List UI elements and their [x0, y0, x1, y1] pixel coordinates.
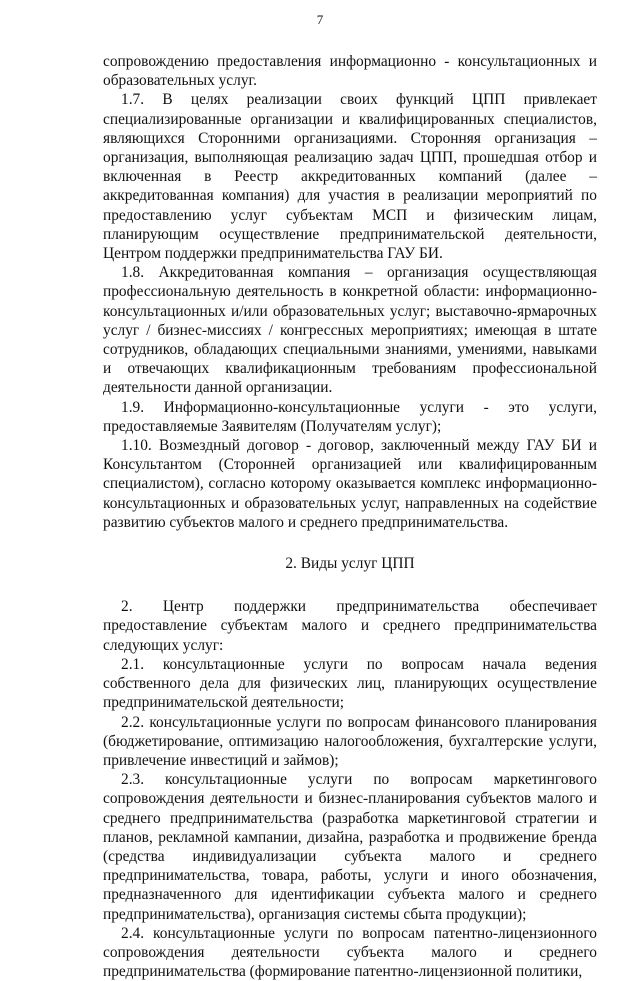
page-number: 7	[316, 12, 324, 27]
paragraph-1-9: 1.9. Информационно-консультационные услуги - это услуги, предоставляемые Заявителям (Получателям услуг);	[103, 398, 597, 435]
paragraph-1-7: 1.7. В целях реализации своих функций ЦПП привлекает специализированные организации и квалифицированных специалистов, являющихся Сторонними организациями. Сторонняя организация – организация, выполняющая реализацию задач ЦПП, прошедшая отбор и включенная в Реестр аккредитованных компаний (далее – аккредитованная компания) для участия в реализации мероприятий по предоставлению услуг субъектам МСП и физическим лицам, планирующим осуществление предпринимательской деятельности, Центром поддержки предпринимательства ГАУ БИ.	[103, 91, 597, 263]
paragraph-2: 2. Центр поддержки предпринимательства обеспечивает предоставление субъектам малого и среднего предпринимательства следующих услуг:	[103, 598, 597, 654]
paragraph-1-10: 1.10. Возмездный договор - договор, заключенный между ГАУ БИ и Консультантом (Сторонней организацией или квалифицированным специалистом), согласно которому оказывается комплекс информационно-консультационных и образовательных услуг, направленных на содействие развитию субъектов малого и среднего предпринимательства.	[103, 437, 597, 531]
document-body	[103, 52, 597, 981]
paragraph-continuation: сопровождению предоставления информационно - консультационных и образовательных услуг.	[103, 53, 597, 90]
paragraph-2-1: 2.1. консультационные услуги по вопросам начала ведения собственного дела для физических лиц, планирующих осуществление предпринимательской деятельности;	[103, 655, 597, 712]
paragraph-2-2: 2.2. консультационные услуги по вопросам финансового планирования (бюджетирование, оптимизацию налогообложения, бухгалтерские услуги, привлечение инвестиций и займов);	[103, 713, 597, 769]
paragraph-2-4: 2.4. консультационные услуги по вопросам патентно-лицензионного сопровождения деятельности субъекта малого и среднего предпринимательства (формирование патентно-лицензионной политики,	[103, 924, 597, 981]
paragraph-2-3: 2.3. консультационные услуги по вопросам маркетингового сопровождения деятельности и бизнес-планирования субъектов малого и среднего предпринимательства (разработка маркетинговой стратегии и планов, рекламной кампании, дизайна, разработка и продвижение бренда (средства индивидуализации субъекта малого и среднего предпринимательства, товара, работы, услуги и иного обозначения, предназначенного для идентификации субъекта малого и среднего предпринимательства), организация системы сбыта продукции);	[103, 771, 597, 923]
section-title: 2. Виды услуг ЦПП	[285, 555, 415, 573]
paragraph-1-8: 1.8. Аккредитованная компания – организация осуществляющая профессиональную деятельность в конкретной области: информационно-консультационных и/или образовательных услуг; выставочно-ярмарочных услуг / бизнес-миссиях / конгрессных мероприятиях; имеющая в штате сотрудников, обладающих специальными знаниями, умениями, навыками и отвечающих квалификационным требованиям профессиональной деятельности данной организации.	[103, 264, 597, 397]
